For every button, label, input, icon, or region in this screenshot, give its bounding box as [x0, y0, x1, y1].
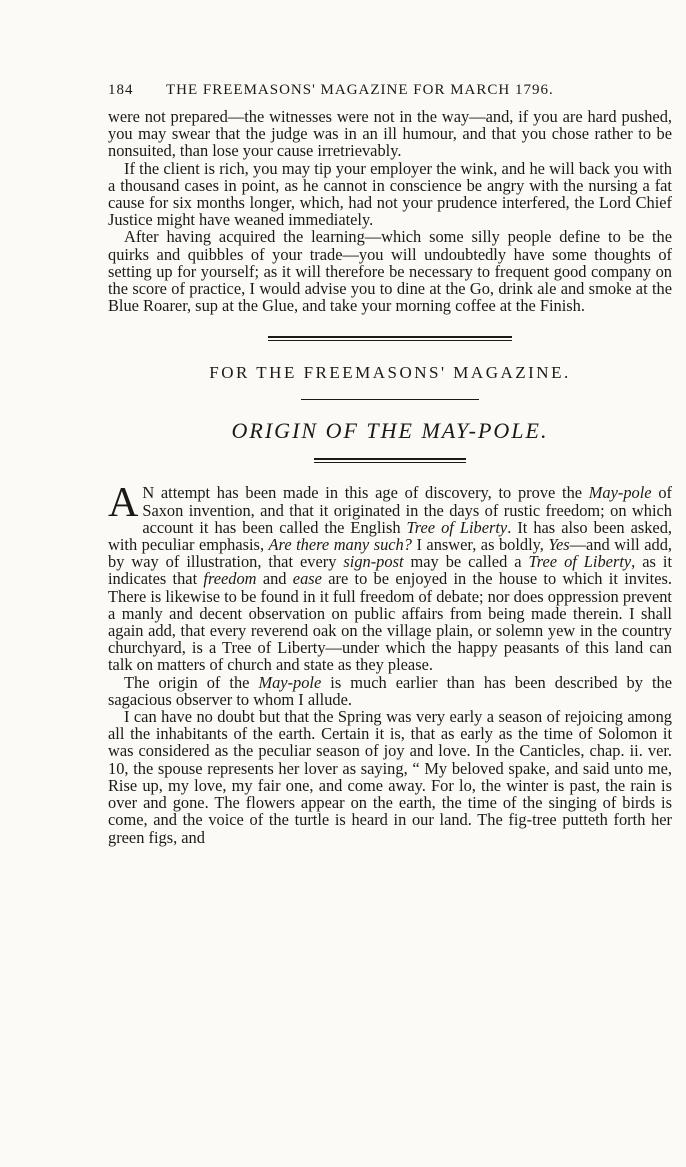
running-head: [108, 82, 672, 108]
paragraph: were not prepared—the witnesses were not in the way—and, if you are hard pushed, you may swear that the judge was in an ill humour, and that you chose rather to be nonsuited, than lose your cause irretrievably.: [108, 107, 672, 161]
paragraph: After having acquired the learning—which some silly people define to be the quirks and quibbles of your trade—you will undoubtedly have some thoughts of setting up for yourself; as it will therefore be necessary to frequent good company on the score of practice, I would advise you to dine at the Go, drink ale and smoke at the Blue Roarer, sup at the Glue, and take your morning coffee at the Finish.: [108, 227, 672, 316]
paragraph: A N attempt has been made in this age of discovery, to prove the May-pole of Saxon invention, and that it originated in the days of rustic freedom; on which account it has been called the English Tree of Liberty. It has also been asked, with peculiar emphasis, Are there many such? I answer, as boldly, Yes—and will add, by way of illustration, that every sign-post may be called a Tree of Liberty, as it indicates that freedom and ease are to be enjoyed in the house to which it invites. There is likewise to be found in it full freedom of debate; nor does oppression prevent a manly and decent observation on public affairs from being made therein. I shall again add, that every reverend oak on the village plain, or solemn yew in the country churchyard, is a Tree of Liberty—under which the happy peasants of this land can talk on matters of church and state as they please.: [108, 480, 672, 675]
paragraph: I can have no doubt but that the Spring was very early a season of rejoicing among all the inhabitants of the earth. Certain it is, that as early as the time of Solomon it was considered as the peculiar season of joy and love. In the Canticles, chap. ii. ver. 10, the spouse represents her lover as saying, “ My beloved spake, and said unto me, Rise up, my love, my fair one, and come away. For lo, the winter is past, the rain is over and gone. The flowers appear on the earth, the time of the singing of birds is come, and the voice of the turtle is heard in our land. The fig-tree putteth forth her green figs, and: [108, 707, 672, 847]
previous-article-text: [108, 108, 672, 314]
article-body: [108, 480, 672, 847]
page: [108, 82, 672, 846]
page-number: 184: [108, 82, 134, 98]
paragraph: If the client is rich, you may tip your employer the wink, and he will back you with a thousand cases in point, as he cannot in conscience be angry with the nursing a fat cause for six months longer, which, had not your prudence interfered, the Lord Chief Justice might have weaned immediately.: [108, 158, 672, 230]
drop-cap: A: [108, 480, 139, 527]
paragraph: The origin of the May-pole is much earlier than has been described by the sagacious observer to whom I allude.: [108, 672, 672, 709]
section-heading: FOR THE FREEMASONS' MAGAZINE.: [209, 363, 571, 383]
running-head-title: THE FREEMASONS' MAGAZINE FOR MARCH 1796.: [166, 82, 554, 98]
article-title: ORIGIN OF THE MAY-POLE.: [231, 418, 549, 444]
